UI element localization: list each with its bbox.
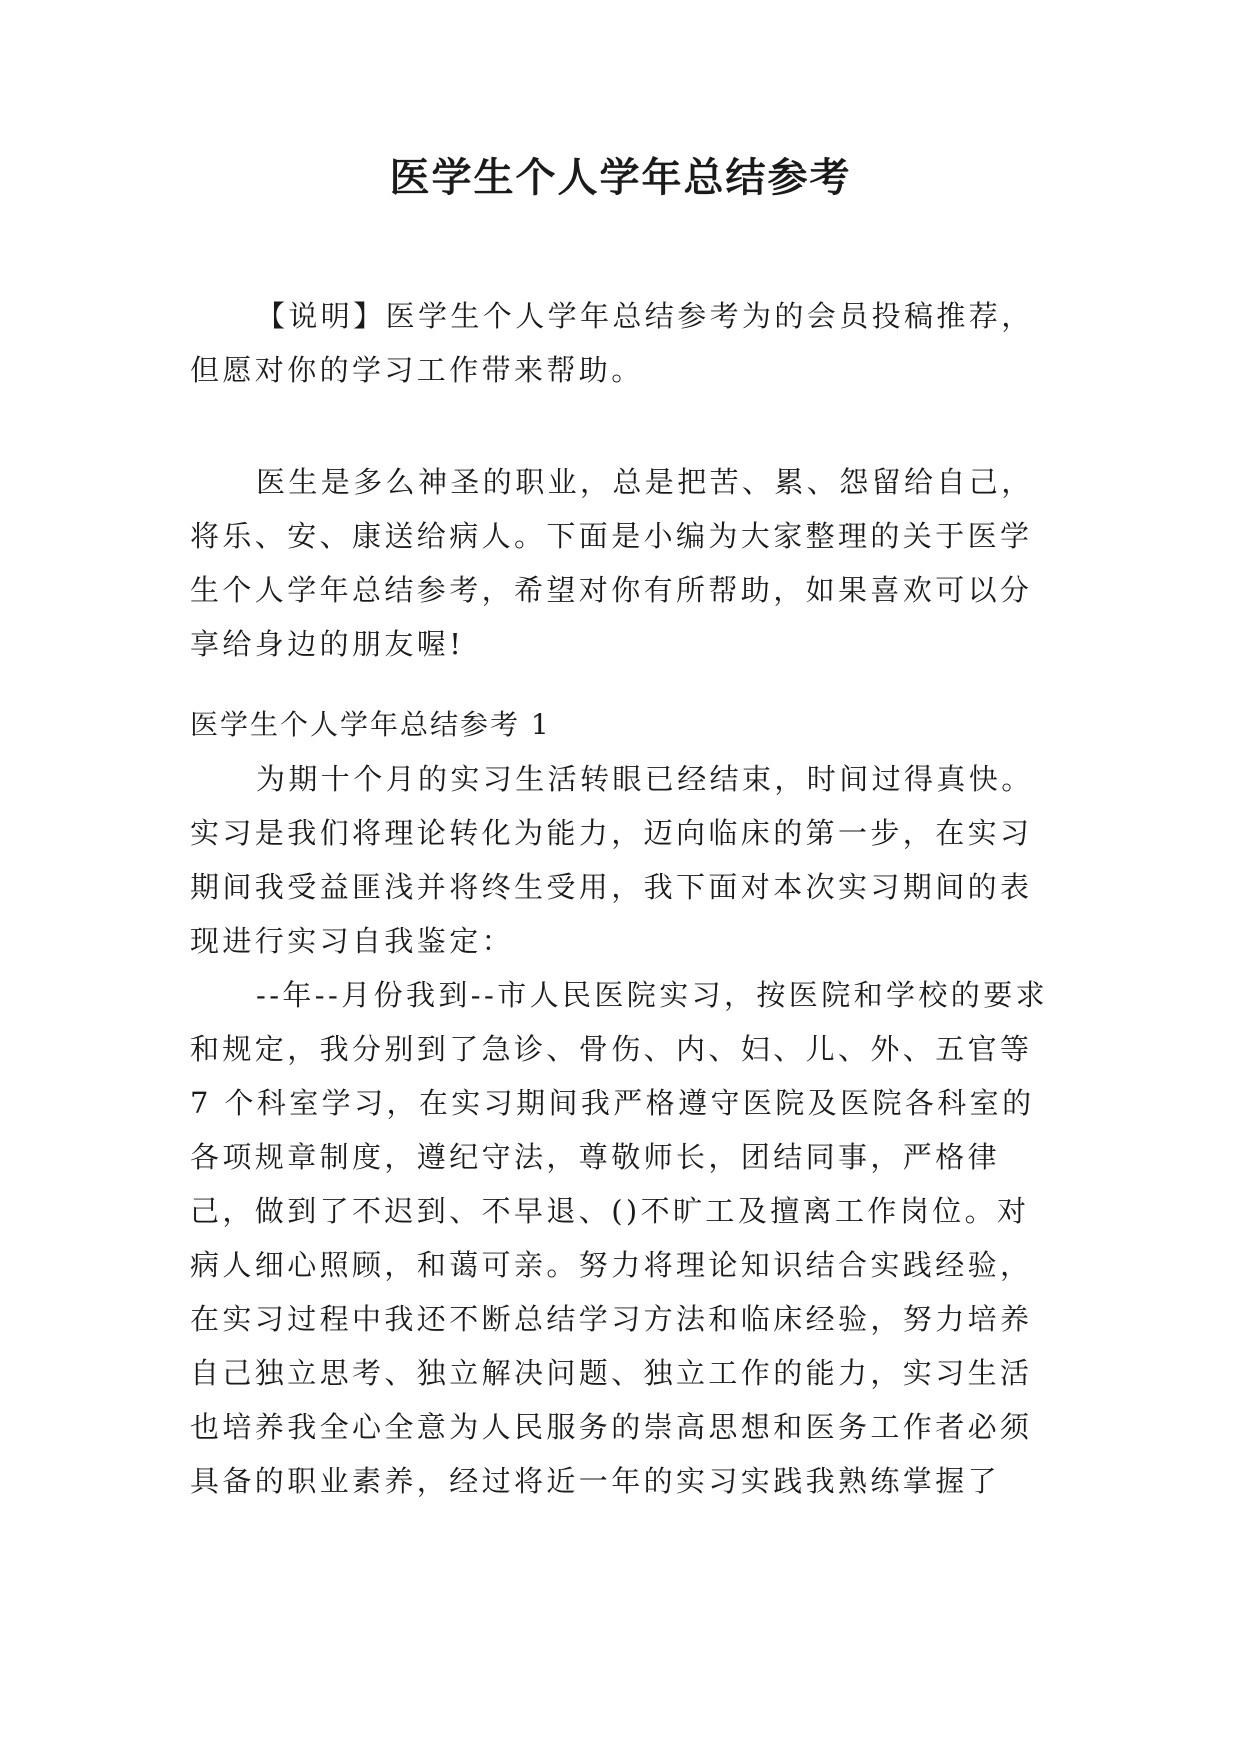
section-1-paragraph-1: 为期十个月的实习生活转眼已经结束，时间过得真快。实习是我们将理论转化为能力，迈向临床的第一步，在实习期间我受益匪浅并将终生受用，我下面对本次实习期间的表现进行实习自我鉴定： bbox=[190, 762, 1034, 958]
intro-note-block bbox=[190, 289, 1060, 397]
intro-note-paragraph: 【说明】医学生个人学年总结参考为的会员投稿推荐，但愿对你的学习工作带来帮助。 bbox=[190, 299, 1034, 387]
lead-paragraph: 医生是多么神圣的职业，总是把苦、累、怨留给自己，将乐、安、康送给病人。下面是小编为大家整理的关于医学生个人学年总结参考，希望对你有所帮助，如果喜欢可以分享给身边的朋友喔! bbox=[190, 465, 1034, 661]
section-1-block bbox=[190, 698, 1060, 1508]
section-1-heading: 医学生个人学年总结参考 1 bbox=[190, 708, 551, 741]
lead-block bbox=[190, 455, 1060, 671]
document-title: 医学生个人学年总结参考 bbox=[389, 155, 852, 201]
section-1-paragraph-2: --年--月份我到--市人民医院实习，按医院和学校的要求和规定，我分别到了急诊、骨伤、内、妇、儿、外、五官等 7 个科室学习，在实习期间我严格遵守医院及医院各科室的各项规章制度，遵纪守法，尊敬师长，团结同事，严格律己，做到了不迟到、不早退、()不旷工及擅离工作岗位。对病人细心照顾，和蔼可亲。努力将理论知识结合实践经验，在实习过程中我还不断总结学习方法和临床经验，努力培养自己独立思考、独立解决问题、独立工作的能力，实习生活也培养我全心全意为人民服务的崇高思想和医务工作者必须具备的职业素养，经过将近一年的实习实践我熟练掌握了 bbox=[190, 978, 1048, 1498]
